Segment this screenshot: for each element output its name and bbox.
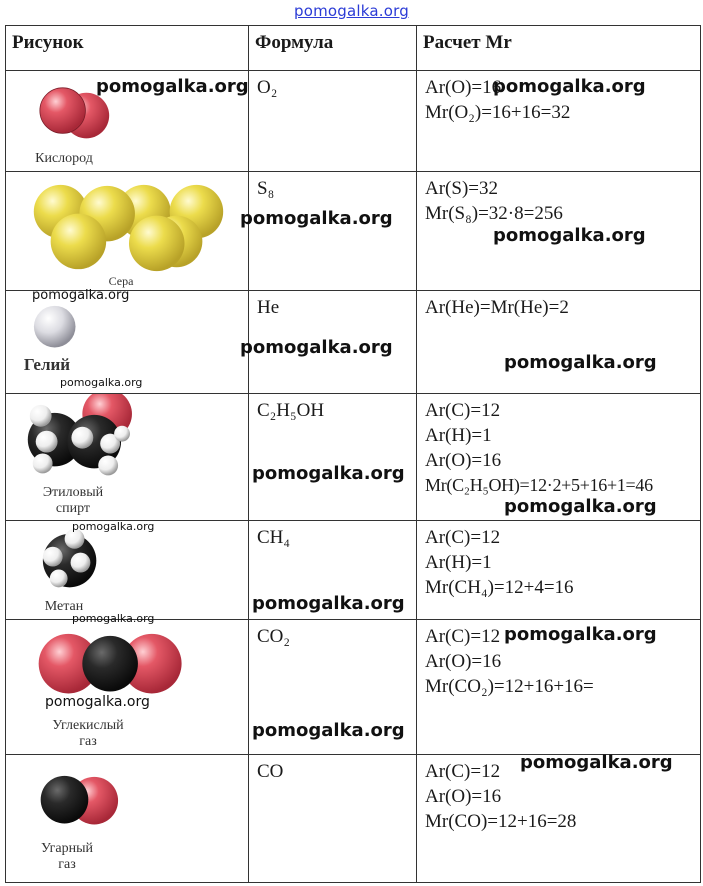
watermark-small: pomogalka.org [60,376,143,389]
caption-carbon-dioxide: Углекислый газ [52,718,124,749]
calc-line: Mr(S₈)=32·8=256 [425,203,563,224]
formula-text: CH₄ [257,527,291,548]
calc-line: Mr(CO₂)=12+16+16= [425,676,594,697]
calc-line: Ar(O)=16 [425,651,502,672]
watermark: pomogalka.org [520,752,673,773]
calc-line: Mr(C₂H₅OH)=12·2+5+16+1=46 [425,475,653,495]
calc-line: Ar(H)=1 [425,425,492,446]
formula-cell [249,71,417,172]
formula-cell [249,755,417,883]
formula-text: C₂H₅OH [257,400,325,421]
watermark: pomogalka.org [45,694,150,710]
calc-line: Mr(O₂)=16+16=32 [425,102,571,123]
watermark: pomogalka.org [240,208,393,229]
calc-line: Mr(CO)=12+16=28 [425,811,577,832]
header-formula: Формула [249,26,417,71]
picture-cell [6,620,249,755]
header-calc: Расчет Mr [417,26,701,71]
watermark: pomogalka.org [504,496,657,517]
calc-line: Ar(C)=12 [425,761,501,782]
picture-cell [6,172,249,291]
calc-line: Mr(CH₄)=12+4=16 [425,577,574,598]
calc-line: Ar(H)=1 [425,552,492,573]
watermark: pomogalka.org [493,76,646,97]
watermark-small: pomogalka.org [72,612,155,625]
formula-text: O₂ [257,77,278,98]
calc-line: Ar(C)=12 [425,527,501,548]
formula-text: CO₂ [257,626,291,647]
caption-sulfur: Сера [108,274,134,288]
calc-cell [417,521,701,620]
formula-cell [249,172,417,291]
calc-line: Ar(He)=Mr(He)=2 [425,297,569,318]
calc-line: Ar(S)=32 [425,178,498,199]
watermark: pomogalka.org [504,352,657,373]
calc-cell [417,291,701,394]
watermark: pomogalka.org [96,76,249,97]
formula-text: He [257,297,280,318]
watermark: pomogalka.org [504,624,657,645]
caption-carbon-monoxide: Угарный газ [40,841,94,872]
watermark: pomogalka.org [252,463,405,484]
header-row [6,26,701,71]
caption-oxygen: Кислород [35,151,93,166]
watermark: pomogalka.org [252,720,405,741]
table-row-carbon-monoxide [6,755,701,883]
calc-line: Ar(O)=16 [425,786,502,807]
picture-cell [6,755,249,883]
watermark-small: pomogalka.org [72,520,155,533]
caption-ethanol: Этиловый спирт [42,485,104,516]
calc-cell [417,755,701,883]
calc-line: Ar(O)=16 [425,77,502,98]
formula-cell [249,394,417,521]
caption-helium: Гелий [23,355,71,374]
formula-text: S₈ [257,178,275,199]
top-watermark-link[interactable]: pomogalka.org [294,2,409,20]
header-picture: Рисунок [6,26,249,71]
picture-cell [6,521,249,620]
calc-line: Ar(O)=16 [425,450,502,471]
watermark: pomogalka.org [240,337,393,358]
picture-cell [6,394,249,521]
watermark: pomogalka.org [493,225,646,246]
watermark: pomogalka.org [252,593,405,614]
formula-text: CO [257,761,284,782]
calc-line: Ar(C)=12 [425,400,501,421]
calc-line: Ar(C)=12 [425,626,501,647]
caption-methane: Метан [44,599,84,614]
watermark-small: pomogalka.org [32,288,130,303]
